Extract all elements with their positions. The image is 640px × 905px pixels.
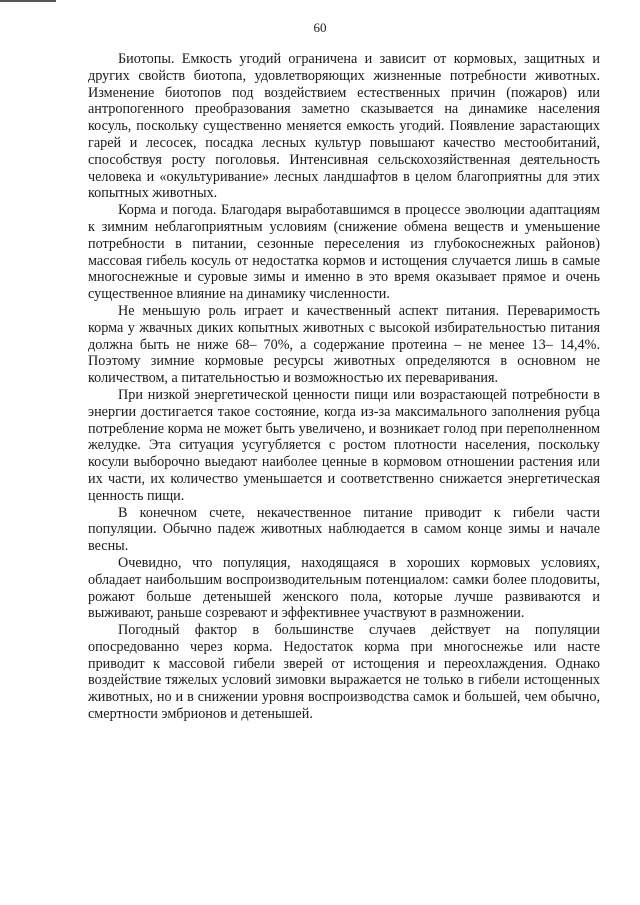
paragraph-weather-factor: Погодный фактор в большинстве случаев действует на популяции опосредованно через корма. Недостаток корма при многоснежье или насте приводит к массовой гибели зверей от истощения и переохлаждения. Однако воздействие тяжелых условий зимовки выражается не только в гибели истощенных животных, но и в снижении уровня воспроизводства самок и большей, чем обычно, смертности эмбрионов и детенышей. xyxy=(88,622,600,723)
paragraph-food-and-weather: Корма и погода. Благодаря выработавшимся в процессе эволюции адаптациям к зимним неблагоприятным условиям (снижение обмена веществ и уменьшение потребности в питании, сезонные переселения из глубокоснежных районов) массовая гибель косуль от недостатка кормов и истощения случается лишь в самые многоснежные и суровые зимы и именно в это время оказывает прямое и очень существенное влияние на динамику численности. xyxy=(88,202,600,303)
page-number: 60 xyxy=(313,20,327,35)
paragraph-reproductive-potential: Очевидно, что популяция, находящаяся в хороших кормовых условиях, обладает наибольшим воспроизводительным потенциалом: самки более плодовиты, рожают больше детенышей женского пола, которые лучше развиваются и выживают, раньше созревают и эффективнее участвуют в размножении. xyxy=(88,554,600,622)
scan-corner-mark xyxy=(0,0,56,2)
paragraph-nutrition-quality: Не меньшую роль играет и качественный аспект питания. Переваримость корма у жвачных диких копытных животных с высокой избирательностью питания должна быть не ниже 68– 70%, а содержание протеина – не менее 13– 14,4%. Поэтому зимние кормовые ресурсы животных определяются в основном не количеством, а питательностью и возможностью их переваривания. xyxy=(88,302,600,387)
paragraph-low-energy-food: При низкой энергетической ценности пищи или возрастающей потребности в энергии достигается такое состояние, когда из-за максимального заполнения рубца потребление корма не может быть увеличено, и возникает голод при переполненном желудке. Эта ситуация усугубляется с ростом плотности населения, поскольку косули выборочно выедают наиболее ценные в кормовом отношении растения или их части, их количество уменьшается и соответственно снижается энергетическая ценность пищи. xyxy=(88,386,600,504)
document-body xyxy=(88,51,600,723)
paragraph-population-loss: В конечном счете, некачественное питание приводит к гибели части популяции. Обычно падеж животных наблюдается в самом конце зимы и начале весны. xyxy=(88,504,600,555)
paragraph-biotopes: Биотопы. Емкость угодий ограничена и зависит от кормовых, защитных и других свойств биотопа, удовлетворяющих жизненные потребности животных. Изменение биотопов под воздействием естественных причин (пожаров) или антропогенного преобразования заметно сказывается на динамике населения косуль, поскольку существенно меняется емкость угодий. Появление зарастающих гарей и лесосек, посадка лесных культур повышают качество местообитаний, способствуя росту поголовья. Интенсивная сельскохозяйственная деятельность человека и «окультуривание» лесных ландшафтов в целом благоприятны для этих копытных животных. xyxy=(88,51,600,202)
